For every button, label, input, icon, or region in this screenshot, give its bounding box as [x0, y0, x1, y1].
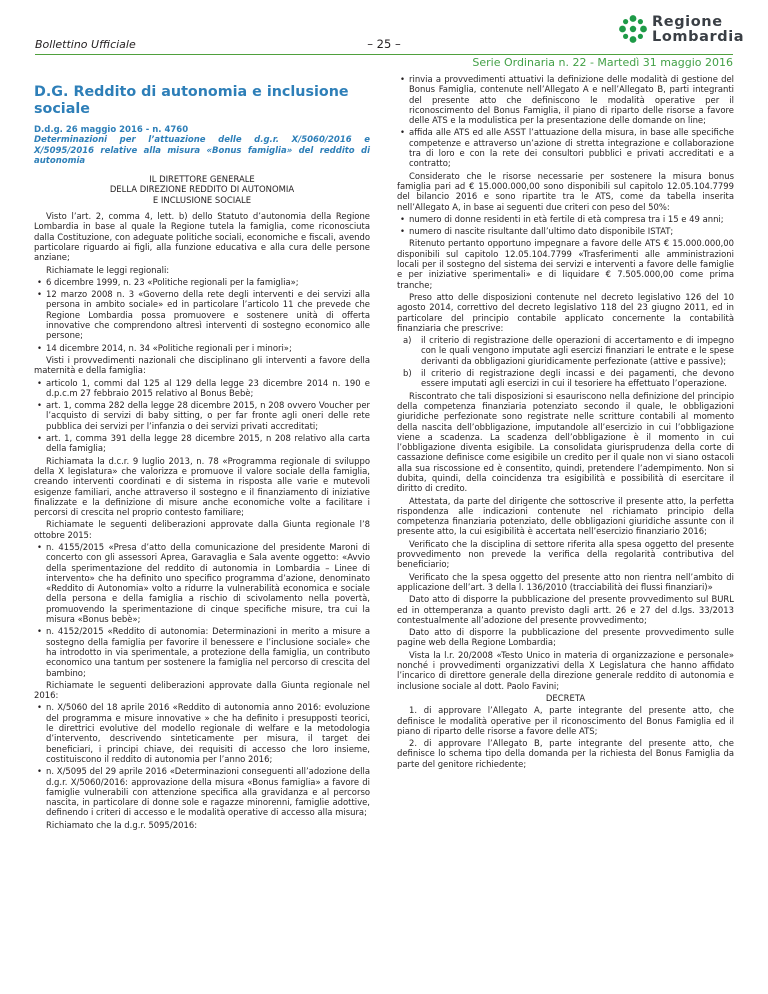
page-header [35, 0, 745, 52]
logo-wordmark [652, 15, 744, 45]
left-column [34, 74, 370, 832]
list-item: • 14 dicembre 2014, n. 34 «Politiche regionali per i minori»; [34, 343, 370, 353]
decree-reference: D.d.g. 26 maggio 2016 - n. 4760 [34, 125, 189, 135]
paragraph: Riscontrato che tali disposizioni si esauriscono nella definizione del principio della competenza finanziaria potenziato secondo il quale, le obbligazioni giuridiche perfezionate sono registrate nelle scritture contabili al momento della nascita dell’obbligazione, imputandole all’esercizio in cui l’obbligazione viene a scadenza. La scadenza dell’obbligazione è il momento in cui l’obbligazione diventa esigibile. La consolidata giurisprudenza della corte di cassazione definisce come esigibile un credito per il quale non vi siano ostacoli alla sua riscossione ed è consentito, quindi, pretendere l’adempimento. Non si dubita, quindi, della coincidenza tra esigibilità e possibilità di esercitare il diritto di credito. [397, 390, 734, 494]
decree-subject: Determinazioni per l’attuazione delle d.g.r. X/5060/2016 e X/5095/2016 relative alla misura «Bonus famiglia» del reddito di autonomia [34, 135, 370, 166]
list-item: • n. 4155/2015 «Presa d’atto della comunicazione del presidente Maroni di concerto con gli assessori Aprea, Garavaglia e Sala avente oggetto: «Avvio della sperimentazione del reddito di autonomia in Lombardia – Linee di intervento» che ha definito uno specifico programma d’azione, denominato «Reddito di Autonomia» volto a ridurre la vulnerabilità economica e sociale della persona e della famiglia a rischio di scivolamento nella povertà, promuovendo la sperimentazione di cinque specifiche misure, tra cui la misura «Bonus bebè»; [34, 542, 370, 624]
list-item: • numero di nascite risultante dall’ultimo dato disponibile ISTAT; [397, 226, 734, 236]
bullet-list [34, 542, 370, 678]
rose-camuna-icon [618, 14, 648, 44]
regione-lombardia-logo [618, 14, 745, 46]
paragraph: Richiamate le seguenti deliberazioni approvate dalla Giunta regionale l’8 ottobre 2015: [34, 519, 370, 540]
paragraph: Attestata, da parte del dirigente che sottoscrive il presente atto, la perfetta rispondenza alle indicazioni contenute nel richiamato principio della competenza finanziaria potenziato, delle obbligazioni giuridiche assunte con il presente atto, la cui esigibilità è accertata nell’esercizio finanziario 2016; [397, 495, 734, 537]
list-item: • numero di donne residenti in età fertile di età compresa tra i 15 e 49 anni; [397, 214, 734, 224]
paragraph: Visto l’art. 2, comma 4, lett. b) dello Statuto d’autonomia della Regione Lombardia in base al quale la Regione tutela la famiglia, come riconosciuta dalla Costituzione, con adeguate politiche sociali, economiche e fiscali, avendo particolare riguardo ai figli, alla funzione educativa e alla cura delle persone anziane; [34, 211, 370, 263]
paragraph: Vista la l.r. 20/2008 «Testo Unico in materia di organizzazione e personale» nonché i provvedimenti organizzativi della X Legislatura che hanno affidato l’incarico di direttore generale della direzione generale reddito di autonomia e inclusione sociale al dott. Paolo Favini; [397, 649, 734, 691]
list-item-text: il criterio di registrazione degli incassi e dei pagamenti, che devono essere imputati agli esercizi in cui il tesoriere ha effettuato l’operazione. [421, 368, 734, 389]
paragraph: Richiamate le seguenti deliberazioni approvate dalla Giunta regionale nel 2016: [34, 679, 370, 701]
issuing-authority [34, 174, 370, 205]
list-item [397, 368, 734, 389]
right-column [397, 74, 734, 771]
paragraph: Richiamate le leggi regionali: [46, 264, 170, 275]
authority-line-3: E INCLUSIONE SOCIALE [152, 194, 252, 205]
list-item: • 12 marzo 2008 n. 3 «Governo della rete degli interventi e dei servizi alla persona in ambito sociale» ed in particolare l’articolo 11 che prevede che Regione Lombardia possa promuovere e sostenere unità di offerta innovative che comprendono altresì interventi di sostegno economico alle persone; [34, 289, 370, 340]
list-item: • art. 1, comma 391 della legge 28 dicembre 2015, n 208 relativo alla carta della famiglia; [34, 433, 370, 454]
list-item: • rinvia a provvedimenti attuativi la definizione delle modalità di gestione del Bonus Famiglia, contenute nell’Allegato A e nell’Allegato B, parti integranti del presente atto che definiscono le modalità operative per il riconoscimento del Bonus Famiglia, il piano di riparto delle risorse a favore delle ATS e la modulistica per la presentazione delle domande on line; [397, 74, 734, 125]
bullet-list [34, 702, 370, 817]
paragraph: 1. di approvare l’Allegato A, parte integrante del presente atto, che definisce le modalità operative per il riconoscimento del Bonus Famiglia ed il piano di riparto delle risorse a favore delle ATS; [397, 705, 734, 736]
paragraph: Richiamato che la d.g.r. 5095/2016: [46, 819, 198, 830]
paragraph: Dato atto di disporre la pubblicazione del presente provvedimento sulle pagine web della Regione Lombardia; [397, 627, 734, 648]
paragraph: Verificato che la spesa oggetto del presente atto non rientra nell’ambito di applicazione dell’art. 3 della l. 136/2010 (tracciabilità dei flussi finanziari)» [397, 571, 734, 592]
list-item: • n. X/5060 del 18 aprile 2016 «Reddito di autonomia anno 2016: evoluzione del programma e misure innovative » che ha definito i presupposti teorici, le direttrici evolutive del modello regionale di welfare e la metodologia d’intervento, descrivendo sinteticamente per misura, il target dei beneficiari, i principi chiave, dei requisiti di accesso che loro insieme, costituiscono il reddito di autonomia per l’anno 2016; [34, 702, 370, 764]
decreta-heading: DECRETA [545, 692, 586, 703]
bullet-list [397, 74, 734, 169]
authority-line-1: IL DIRETTORE GENERALE [149, 174, 255, 185]
list-item: • 6 dicembre 1999, n. 23 «Politiche regionali per la famiglia»; [34, 277, 370, 287]
series-info: Serie Ordinaria n. 22 - Martedì 31 maggio 2016 [472, 56, 733, 69]
paragraph: Visti i provvedimenti nazionali che disciplinano gli interventi a favore della maternità e della famiglia: [34, 354, 370, 376]
bullet-list [34, 277, 370, 353]
authority-line-2: DELLA DIREZIONE REDDITO DI AUTONOMIA [109, 184, 295, 195]
list-item: • affida alle ATS ed alle ASST l’attuazione della misura, in base alle specifiche competenze e attraverso un’azione di stretta integrazione e collaborazione tra di loro e con la rete dei consultori pubblici e privati accreditati e a contratto; [397, 127, 734, 168]
list-marker: b) [403, 368, 412, 379]
bullet-list [34, 378, 370, 454]
paragraph: Richiamata la d.c.r. 9 luglio 2013, n. 78 «Programma regionale di sviluppo della X legislatura» che valorizza e promuove il valore sociale della famiglia, creando interventi coordinati e di sistema in risposta alle varie e mutevoli esigenze familiari, anche attraverso il sostegno e il finanziamento di iniziative finalizzate e la definizione di misure anche economiche volte a facilitare i percorsi di crescita nel proprio contesto familiare; [34, 455, 370, 518]
list-item: • articolo 1, commi dal 125 al 129 della legge 23 dicembre 2014 n. 190 e d.p.c.m 27 febbraio 2015 relativo al Bonus Bebè; [34, 378, 370, 399]
paragraph: Dato atto di disporre la pubblicazione del presente provvedimento sul BURL ed in ottemperanza a quanto previsto dagli artt. 26 e 27 del d.lgs. 33/2013 contestualmente all’adozione del presente provvedimento; [397, 594, 734, 625]
list-item: • n. 4152/2015 «Reddito di autonomia: Determinazioni in merito a misure a sostegno della famiglia per favorire il benessere e l’inclusione sociale» che ha introdotto in via sperimentale, a protezione della famiglia, un contributo economico una tantum per sostenere la famiglia nel percorso di crescita del bambino; [34, 626, 370, 677]
list-marker: a) [403, 335, 412, 346]
header-divider [35, 54, 733, 55]
logo-line-lombardia: Lombardia [652, 29, 745, 45]
paragraph: Preso atto delle disposizioni contenute nel decreto legislativo 126 del 10 agosto 2014, correttivo del decreto legislativo 118 del 23 giugno 2011, ed in particolare del principio contabile applicato concernente la contabilità finanziaria che prescrive: [397, 291, 734, 333]
list-item-text: il criterio di registrazione delle operazioni di accertamento e di impegno con le quali vengono imputate agli esercizi finanziari le entrate e le spese derivanti da obbligazioni giuridicamente perfezionate (attive e passive); [421, 335, 734, 366]
bullet-list [397, 214, 734, 237]
paragraph: Considerato che le risorse necessarie per sostenere la misura bonus famiglia pari ad € 15.000.000,00 sono disponibili sul capitolo 12.05.104.7799 del bilancio 2016 e sono ripartite tra le ATS, come da tabella inserita nell’Allegato A, in base ai seguenti due criteri con peso del 50%: [397, 170, 734, 212]
paragraph: Verificato che la disciplina di settore riferita alla spesa oggetto del presente provvedimento non prevede la verifica della regolarità contributiva del beneficiario; [397, 538, 734, 570]
section-title: D.G. Reddito di autonomia e inclusione sociale [34, 84, 349, 117]
list-item [397, 335, 734, 366]
paragraph: 2. di approvare l’Allegato B, parte integrante del presente atto, che definisce lo schema tipo della domanda per la richiesta del Bonus Famiglia da parte del genitore richiedente; [397, 738, 734, 769]
paragraph: Ritenuto pertanto opportuno impegnare a favore delle ATS € 15.000.000,00 disponibili sul capitolo 12.05.104.7799 «Trasferimenti alle amministrazioni locali per il sostegno del sistema dei servizi e interventi a favore delle famiglie e per iniziative sperimentali» e di liquidare € 7.505.000,00 come prima tranche; [397, 238, 734, 290]
list-item: • n. X/5095 del 29 aprile 2016 «Determinazioni conseguenti all’adozione della d.g.r. X/5060/2016: approvazione della misura «Bonus famiglia» a favore di famiglie vulnerabili con attenzione specifica alla gravidanza e al percorso nascita, in particolare di donne sole e ragazze minorenni, famiglie adottive, definendo i criteri di accesso e le modalità operative di accesso alla misura; [34, 766, 370, 817]
page-number: – 25 – [367, 37, 401, 51]
logo-line-regione: Regione [652, 14, 723, 30]
list-item: • art. 1, comma 282 della legge 28 dicembre 2015, n 208 ovvero Voucher per l’acquisto di servizi di baby sitting, o per far fronte agli oneri delle rete pubblica dei servizi per l’infanzia o dei servizi privati accreditati; [34, 400, 370, 431]
lettered-list [397, 335, 734, 388]
bulletin-title: Bollettino Ufficiale [35, 38, 136, 51]
